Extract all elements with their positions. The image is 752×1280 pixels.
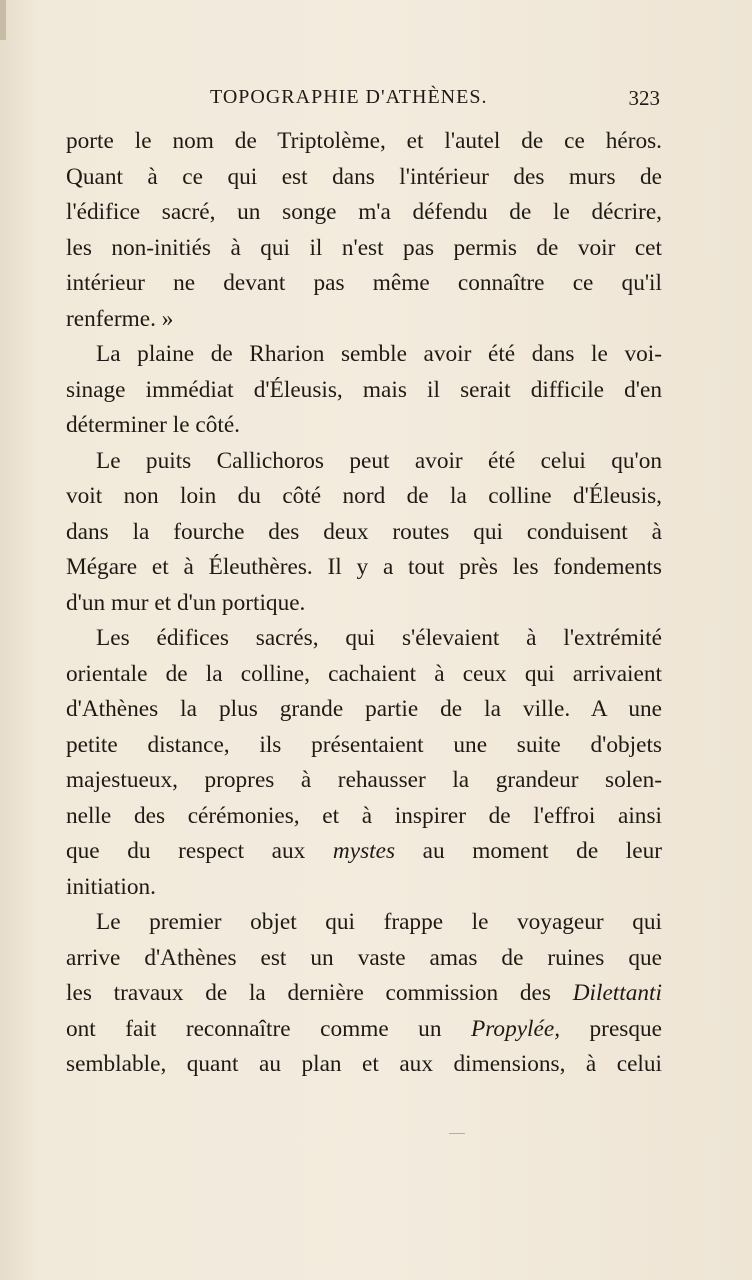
text-line: Le premier objet qui frappe le voyageur qui xyxy=(96,909,662,935)
text-line: porte le nom de Triptolème, et l'autel de ce héros. xyxy=(66,128,662,154)
text-line: orientale de la colline, cachaient à ceux qui arrivaient xyxy=(66,660,662,687)
text-line: Les édifices sacrés, qui s'élevaient à l'extrémité xyxy=(96,625,662,651)
body-text xyxy=(66,124,662,1083)
text-line: renferme. » xyxy=(66,305,174,332)
text-line: les non-initiés à qui il n'est pas permis de voir cet xyxy=(66,234,662,261)
page-number: 323 xyxy=(628,86,660,110)
text-line: que du respect aux mystes au moment de leur xyxy=(66,838,662,864)
paper-speck xyxy=(449,1133,465,1134)
text-line: arrive d'Athènes est un vaste amas de ruines que xyxy=(66,944,662,971)
text-line: semblable, quant au plan et aux dimensions, à celui xyxy=(66,1051,662,1077)
text-line: initiation. xyxy=(66,873,156,900)
text-line: intérieur ne devant pas même connaître ce qu'il xyxy=(66,270,662,296)
text-line: majestueux, propres à rehausser la grandeur solen- xyxy=(66,767,662,793)
text-line: d'Athènes la plus grande partie de la ville. A une xyxy=(66,696,662,722)
text-line: Le puits Callichoros peut avoir été celui qu'on xyxy=(96,447,662,474)
text-line: Quant à ce qui est dans l'intérieur des murs de xyxy=(66,163,662,190)
text-line: déterminer le côté. xyxy=(66,412,240,438)
text-line: nelle des cérémonies, et à inspirer de l'effroi ainsi xyxy=(66,802,662,829)
text-line: l'édifice sacré, un songe m'a défendu de le décrire, xyxy=(66,199,662,225)
text-line: dans la fourche des deux routes qui conduisent à xyxy=(66,518,662,545)
text-line: voit non loin du côté nord de la colline d'Éleusis, xyxy=(66,483,662,509)
text-line: les travaux de la dernière commission des Dilettanti xyxy=(66,980,662,1006)
page-edge-mark xyxy=(0,0,6,40)
text-line: sinage immédiat d'Éleusis, mais il serait difficile d'en xyxy=(66,376,662,403)
page-header xyxy=(66,86,662,116)
text-line: d'un mur et d'un portique. xyxy=(66,589,306,616)
text-line: La plaine de Rharion semble avoir été dans le voi- xyxy=(96,341,662,367)
text-line: ont fait reconnaître comme un Propylée, presque xyxy=(66,1015,662,1042)
text-line: Mégare et à Éleuthères. Il y a tout près les fondements xyxy=(66,554,662,580)
text-line: petite distance, ils présentaient une suite d'objets xyxy=(66,731,662,758)
running-title: TOPOGRAPHIE D'ATHÈNES. xyxy=(210,86,488,108)
